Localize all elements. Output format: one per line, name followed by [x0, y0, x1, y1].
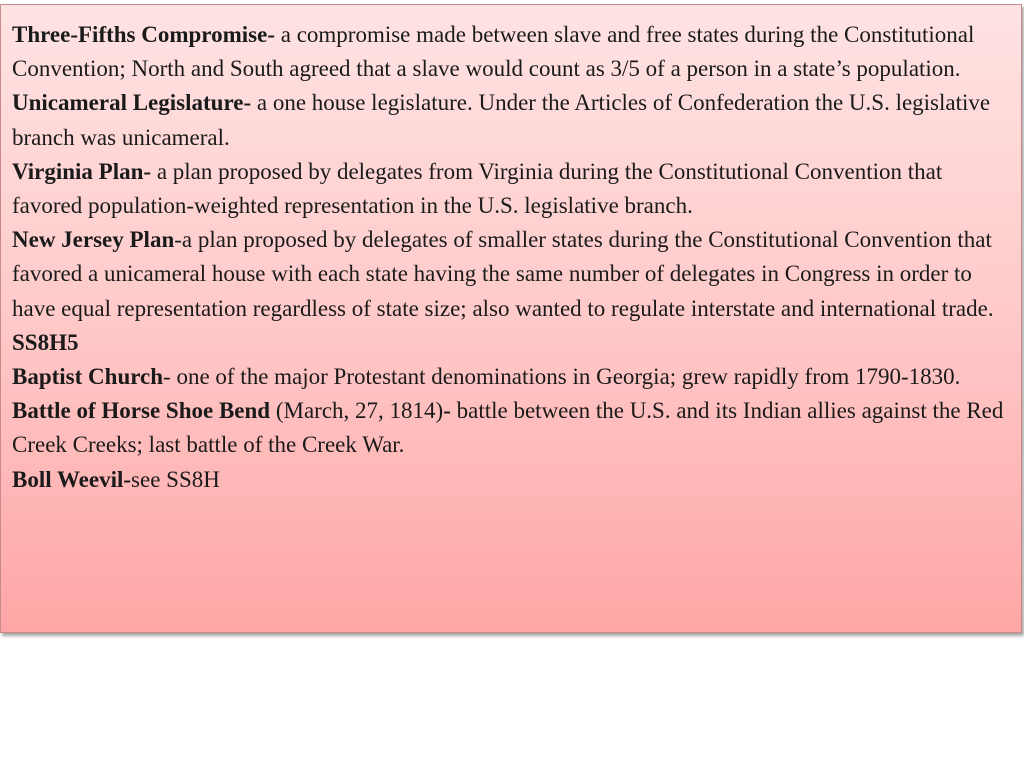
glossary-term: Battle of Horse Shoe Bend [12, 398, 271, 424]
glossary-entry-baptist-church [12, 360, 1011, 394]
glossary-term: Three-Fifths Compromise- [12, 22, 275, 47]
section-heading-ss8h5 [12, 326, 1011, 360]
glossary-date: (March, 27, 1814) [275, 398, 444, 424]
glossary-text-box [0, 4, 1022, 633]
glossary-definition: see SS8H [131, 466, 220, 492]
glossary-entry-unicameral-legislature [12, 86, 1011, 154]
glossary-definition: - one of the major Protestant denominations in Georgia; grew rapidly from 1790-1830. [163, 364, 961, 390]
glossary-term: Virginia Plan- [12, 158, 152, 184]
glossary-definition: a compromise made between slave and free states during the Constitutional Convention; North and South agreed that a slave would count as 3/5 of a person in a state’s population. [12, 22, 975, 82]
glossary-definition: -a plan proposed by delegates of smaller states during the Constitutional Convention that favored a unicameral house with each state having the same number of delegates in Congress in order to have equal representation regardless of state size; also wanted to regulate interstate and international trade. [12, 227, 994, 321]
glossary-dash: - [443, 398, 451, 424]
glossary-term: Baptist Church [12, 364, 164, 390]
glossary-term: Unicameral Legislature- [12, 90, 252, 116]
glossary-entry-three-fifths-compromise [12, 18, 1011, 86]
glossary-term: Boll Weevil- [12, 466, 132, 492]
section-heading: SS8H5 [12, 329, 79, 355]
glossary-definition: battle between the U.S. and its Indian allies against the Red Creek Creeks; last battle of the Creek War. [12, 398, 1004, 458]
glossary-definition: a one house legislature. Under the Articles of Confederation the U.S. legislative branch was unicameral. [12, 90, 991, 150]
glossary-entry-new-jersey-plan [12, 223, 1011, 326]
glossary-term: New Jersey Plan [12, 227, 175, 253]
glossary-entry-battle-of-horse-shoe-bend [12, 394, 1011, 462]
glossary-entry-boll-weevil [12, 463, 1011, 497]
glossary-entry-virginia-plan [12, 155, 1011, 223]
glossary-definition: a plan proposed by delegates from Virginia during the Constitutional Convention that favored population-weighted representation in the U.S. legislative branch. [12, 158, 943, 219]
